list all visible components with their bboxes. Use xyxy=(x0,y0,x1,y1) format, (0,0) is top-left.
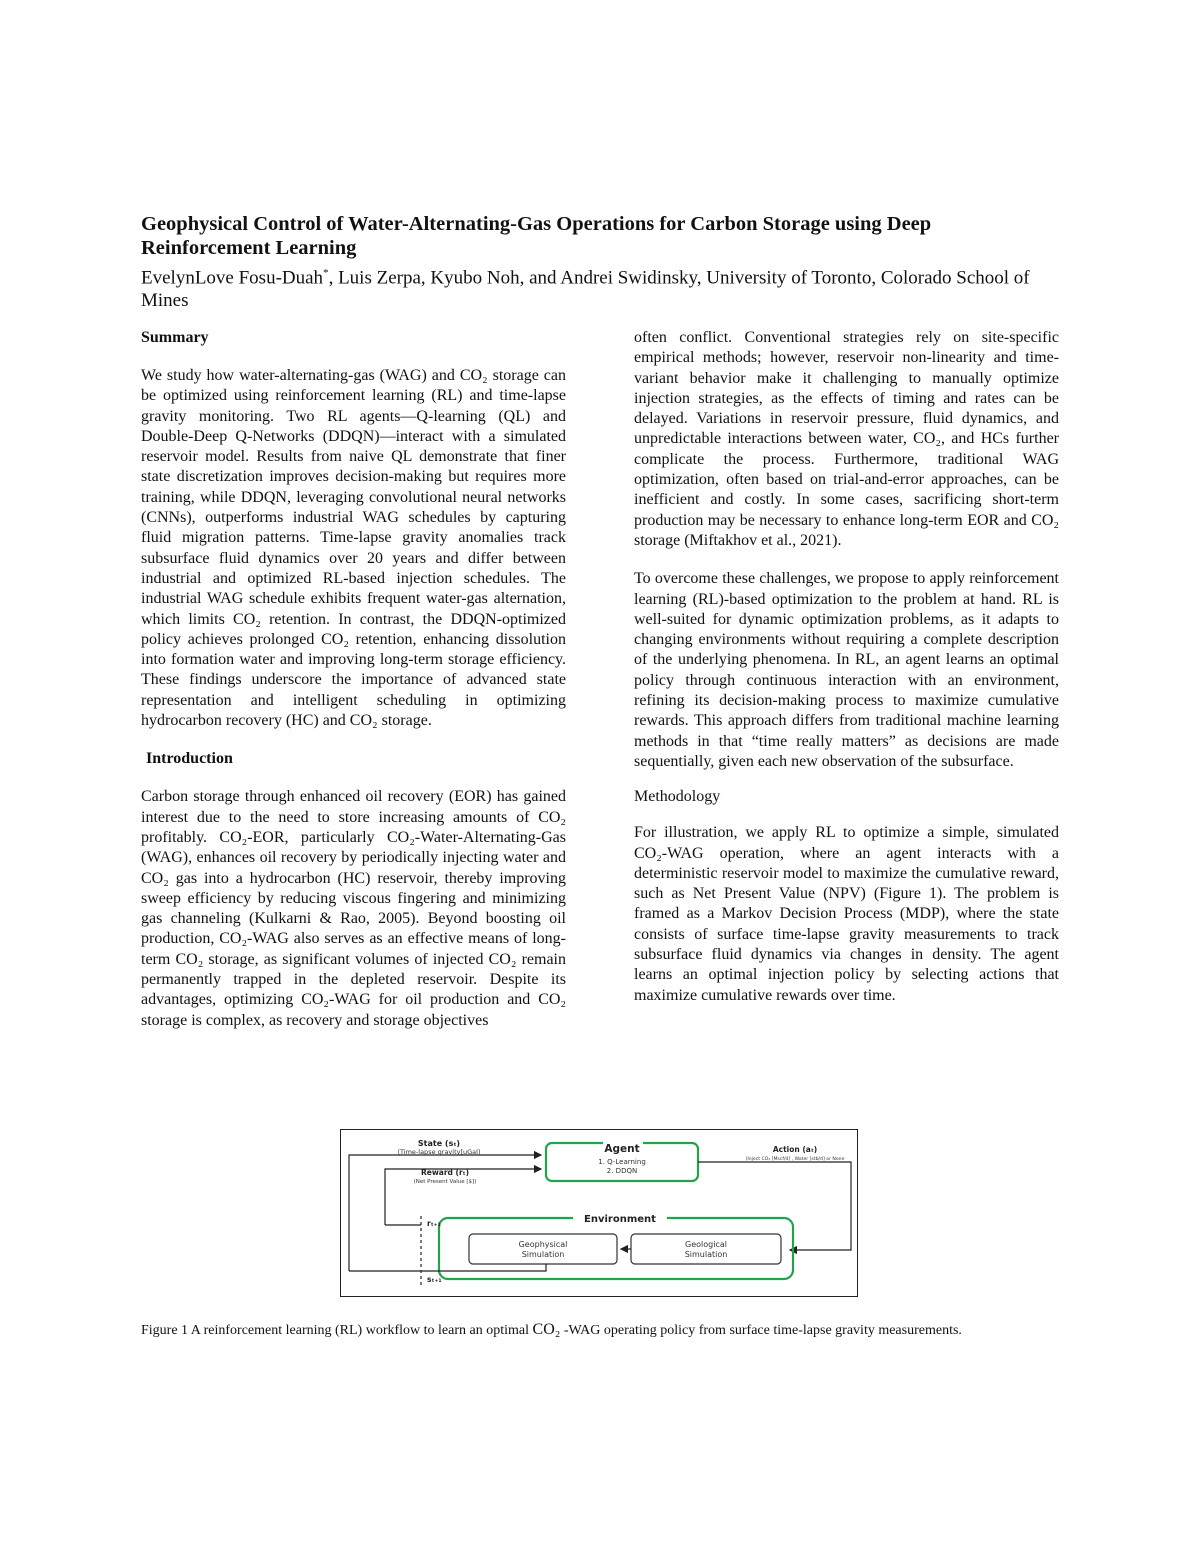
reward-arrow xyxy=(385,1169,541,1225)
paper-title: Geophysical Control of Water-Alternating-Gas Operations for Carbon Storage using Deep Reinforcement Learning xyxy=(141,213,932,259)
author-line xyxy=(141,262,1061,312)
action-arrow xyxy=(698,1162,851,1250)
reward-sublabel: (Net Present Value [$]) xyxy=(413,1179,477,1185)
reward-label: Reward (rₜ) xyxy=(421,1168,469,1177)
right-column xyxy=(634,328,1059,1022)
caption-text-2: -WAG operating policy from surface time-lapse gravity measurements. xyxy=(560,1323,962,1338)
other-authors: , Luis Zerpa, Kyubo Noh, and Andrei Swidinsky, University of Toronto, Colorado School of Mines xyxy=(141,267,1030,312)
geological-line-2: Simulation xyxy=(684,1250,728,1259)
introduction-paragraph-1a: Carbon storage through enhanced oil recovery (EOR) has gained interest due to the need to store increasing amounts of CO₂ profitably. CO₂-EOR, particularly CO₂-Water-Alternating-Gas (WAG), enhances oil recovery by periodically injecting water and CO₂ gas into a hydrocarbon (HC) reservoir, thereby improving sweep efficiency by reducing viscous fingering and minimizing gas channeling (Kulkarni & Rao, 2005). Beyond boosting oil production, CO₂-WAG also serves as an effective means of long-term CO₂ storage, as significant volumes of injected CO₂ remain permanently trapped in the depleted reservoir. Despite its advantages, optimizing CO₂-WAG for oil production and CO₂ storage is complex, as recovery and storage objectives xyxy=(141,788,566,1029)
state-next-label: sₜ₊₁ xyxy=(427,1275,442,1284)
state-label: State (sₜ) xyxy=(417,1139,461,1148)
agent-title: Agent xyxy=(604,1143,640,1155)
geological-line-1: Geological xyxy=(685,1240,727,1249)
caption-text-1: Figure 1 A reinforcement learning (RL) workflow to learn an optimal xyxy=(141,1323,533,1338)
reward-next-label: rₜ₊₁ xyxy=(427,1219,441,1228)
methodology-paragraph: For illustration, we apply RL to optimize a simple, simulated CO₂-WAG operation, where an agent interacts with a deterministic reservoir model to maximize the cumulative reward, such as Net Present Value (NPV) (Figure 1). The problem is framed as a Markov Decision Process (MDP), where the state consists of surface time-lapse gravity measurements to track subsurface fluid dynamics via changes in density. The agent learns an optimal injection policy by selecting actions that maximize cumulative rewards over time. xyxy=(634,824,1059,1004)
state-sublabel: (Time-lapse gravity[uGal) xyxy=(397,1148,481,1156)
environment-box xyxy=(439,1218,793,1279)
figure-1-caption xyxy=(141,1321,1071,1340)
action-sublabel: (Inject CO₂ [Mscf/d] , Water [stb/d] or None xyxy=(745,1157,845,1162)
caption-co2: CO₂ xyxy=(532,1321,561,1338)
left-column xyxy=(141,328,566,1047)
summary-paragraph: We study how water-alternating-gas (WAG) and CO₂ storage can be optimized using reinforcement learning (RL) and time-lapse gravity monitoring. Two RL agents—Q-learning (QL) and Double-Deep Q-Networks (DDQN)—interact with a simulated reservoir model. Results from naive QL demonstrate that finer state discretization improves decision-making but requires more training, while DDQN, leveraging convolutional neural networks (CNNs), outperforms industrial WAG schedules by capturing fluid migration patterns. Time-lapse gravity anomalies track subsurface fluid dynamics over 20 years and differ between industrial and optimized RL-based injection schedules. The industrial WAG schedule exhibits frequent water-gas alternation, which limits CO₂ retention. In contrast, the DDQN-optimized policy achieves prolonged CO₂ retention, enhancing dissolution into formation water and improving long-term storage efficiency. These findings underscore the importance of advanced state representation and intelligent scheduling in optimizing hydrocarbon recovery (HC) and CO₂ storage. xyxy=(141,367,566,730)
first-author: EvelynLove Fosu-Duah xyxy=(141,267,324,289)
geological-simulation-box xyxy=(631,1234,781,1264)
geophysical-line-1: Geophysical xyxy=(518,1240,568,1249)
introduction-paragraph-2: To overcome these challenges, we propose to apply reinforcement learning (RL)-based optimization to the problem at hand. RL is well-suited for dynamic optimization problems, as it adapts to changing environments without requiring a complete description of the underlying phenomena. In RL, an agent learns an optimal policy through continuous interaction with an environment, refining its decision-making process to maximize cumulative rewards. This approach differs from traditional machine learning methods in that “time really matters” as decisions are made sequentially, given each new observation of the subsurface. xyxy=(634,570,1059,770)
environment-title: Environment xyxy=(584,1214,656,1225)
state-return-line xyxy=(349,1264,546,1271)
geophysical-line-2: Simulation xyxy=(521,1250,565,1259)
rl-workflow-svg xyxy=(341,1130,857,1296)
methodology-heading: Methodology xyxy=(634,788,721,806)
geophysical-simulation-box xyxy=(469,1234,617,1264)
summary-heading: Summary xyxy=(141,329,209,346)
corresponding-mark: * xyxy=(323,267,329,279)
figure-1-diagram xyxy=(340,1129,858,1297)
agent-item-ddqn: 2. DDQN xyxy=(606,1167,638,1175)
agent-item-q-learning: 1. Q-Learning xyxy=(598,1158,646,1166)
introduction-heading: Introduction xyxy=(146,750,233,768)
introduction-paragraph-1b: often conflict. Conventional strategies rely on site-specific empirical methods; however, reservoir non-linearity and time-variant behavior make it challenging to manually optimize injection strategies, as the effects of timing and rates can be delayed. Variations in reservoir pressure, fluid dynamics, and unpredictable interactions between water, CO₂, and HCs further complicate the process. Furthermore, traditional WAG optimization, often based on trial-and-error approaches, can be inefficient and costly. In some cases, sacrificing short-term production may be necessary to enhance long-term EOR and CO₂ storage (Miftakhov et al., 2021). xyxy=(634,329,1059,549)
action-label: Action (aₜ) xyxy=(772,1145,818,1154)
